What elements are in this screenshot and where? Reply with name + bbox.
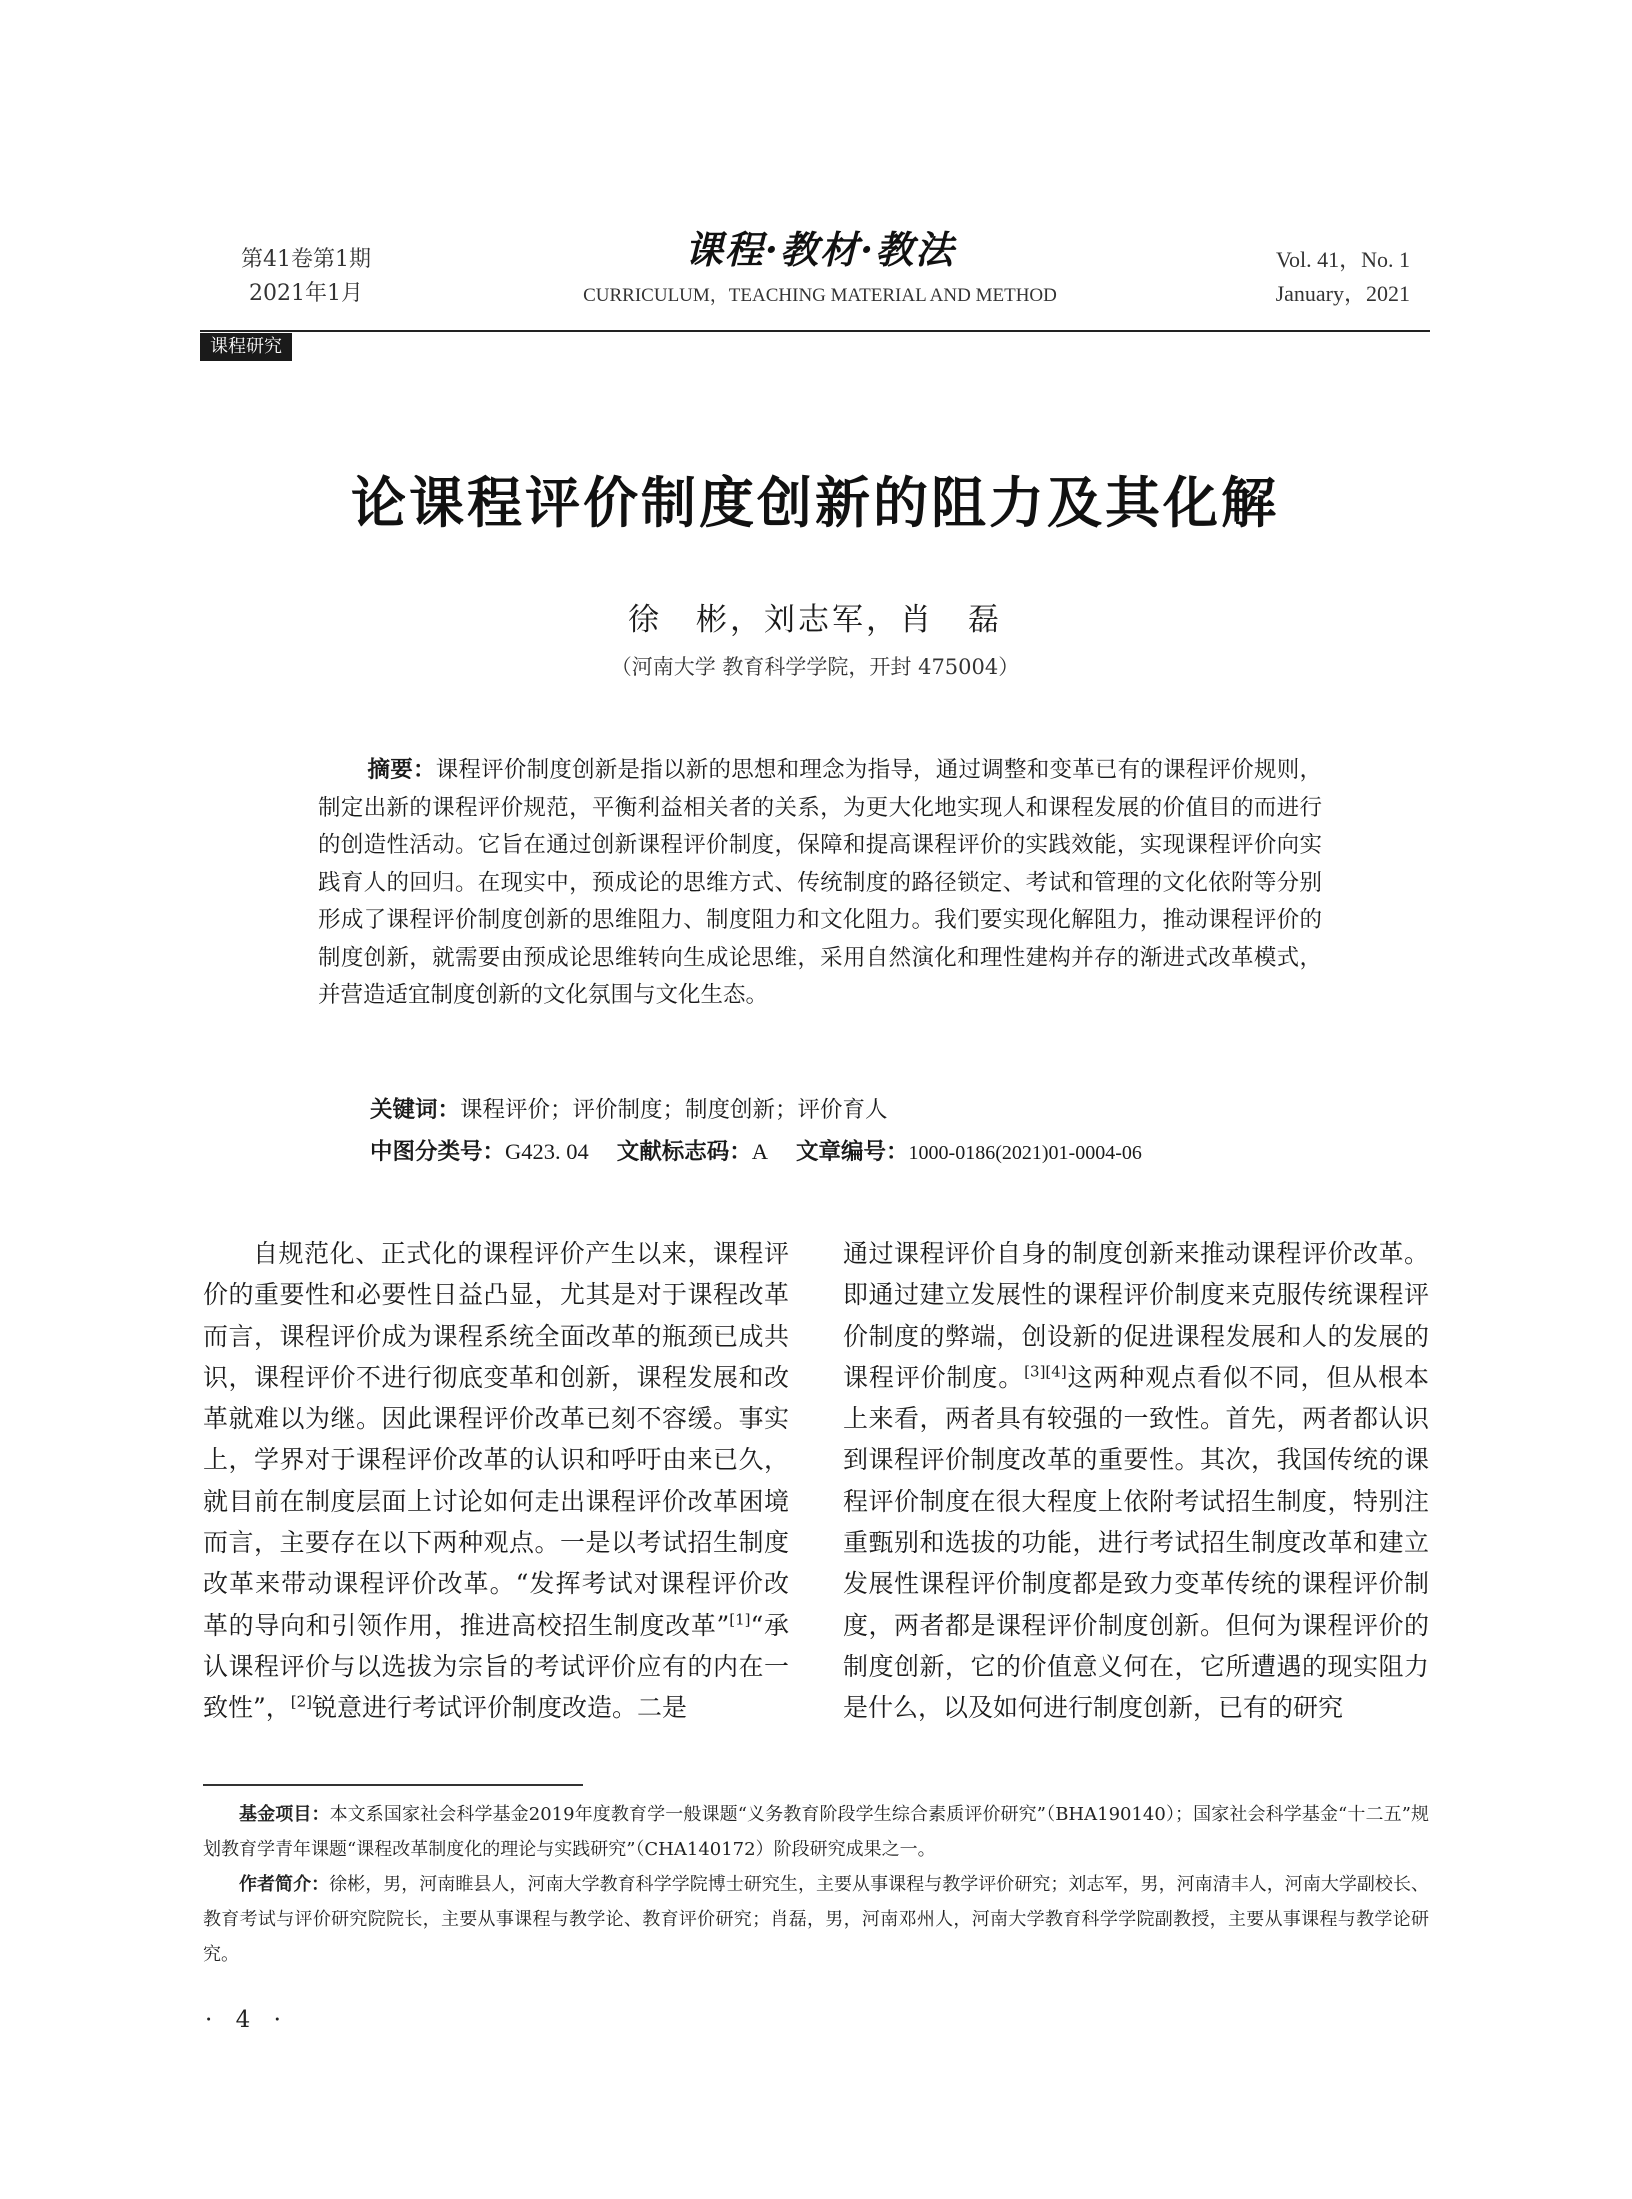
article-number-label: 文章编号： xyxy=(796,1139,909,1165)
journal-issue-en xyxy=(1230,243,1410,311)
funding-label: 基金项目： xyxy=(239,1804,330,1825)
citation-ref: [3][4] xyxy=(1024,1362,1067,1381)
journal-issue xyxy=(222,243,390,311)
article-number-value: 1000-0186(2021)01-0004-06 xyxy=(908,1142,1142,1164)
body-text: 通过课程评价自身的制度创新来推动课程评价改革。即通过建立发展性的课程评价制度来克服传统课程评价制度的弊端，创设新的促进课程发展和人的发展的课程评价制度。 xyxy=(843,1239,1429,1392)
article-authors: 徐 彬，刘志军，肖 磊 xyxy=(628,602,1002,638)
abstract-text: 课程评价制度创新是指以新的思想和理念为指导，通过调整和变革已有的课程评价规则，制定出新的课程评价规范，平衡利益相关者的关系，为更大化地实现人和课程发展的价值目的而进行的创造性活动。它旨在通过创新课程评价制度，保障和提高课程评价的实践效能，实现课程评价向实践育人的回归。在现实中，预成论的思维方式、传统制度的路径锁定、考试和管理的文化依附等分别形成了课程评价制度创新的思维阻力、制度阻力和文化阻力。我们要实现化解阻力，推动课程评价的制度创新，就需要由预成论思维转向生成论思维，采用自然演化和理性建构并存的渐进式改革模式，并营造适宜制度创新的文化氛围与文化生态。 xyxy=(318,757,1322,1008)
issue-date-en: January，2021 xyxy=(1275,281,1410,306)
body-text: 这两种观点看似不同，但从根本上来看，两者具有较强的一致性。首先，两者都认识到课程评价制度改革的重要性。其次，我国传统的课程评价制度在很大程度上依附考试招生制度，特别注重甄别和选拔的功能，进行考试招生制度改革和建立发展性课程评价制度都是致力变革传统的课程评价制度，两者都是课程评价制度创新。但何为课程评价的制度创新，它的价值意义何在，它所遭遇的现实阻力是什么，以及如何进行制度创新，已有的研究 xyxy=(843,1362,1429,1723)
volume-issue-en: Vol. 41，No. 1 xyxy=(1275,247,1410,272)
journal-name-en: CURRICULUM，TEACHING MATERIAL AND METHOD xyxy=(583,285,1057,306)
clc-label: 中图分类号： xyxy=(370,1139,506,1165)
body-text: 自规范化、正式化的课程评价产生以来，课程评价的重要性和必要性日益凸显，尤其是对于课程改革而言，课程评价成为课程系统全面改革的瓶颈已成共识，课程评价不进行彻底变革和创新，课程发展和改革就难以为继。因此课程评价改革已刻不容缓。事实上，学界对于课程评价改革的认识和呼吁由来已久，就目前在制度层面上讨论如何走出课程评价改革困境而言，主要存在以下两种观点。一是以考试招生制度改革来带动课程评价改革。“发挥考试对课程评价改革的导向和引领作用，推进高校招生制度改革” xyxy=(203,1239,789,1640)
footnotes xyxy=(203,1797,1429,1972)
abstract-paragraph xyxy=(318,752,1322,1015)
author-bio-label: 作者简介： xyxy=(239,1874,330,1895)
keywords-label: 关键词： xyxy=(370,1097,461,1123)
footnote-rule xyxy=(203,1784,583,1786)
funding-text: 本文系国家社会科学基金2019年度教育学一般课题“义务教育阶段学生综合素质评价研究”（BHA190140）；国家社会科学基金“十二五”规划教育学青年课题“课程改革制度化的理论与实践研究”（CHA140172）阶段研究成果之一。 xyxy=(203,1804,1430,1860)
column-tag: 课程研究 xyxy=(200,333,292,361)
page-number: · 4 · xyxy=(205,2007,289,2033)
author-bio-note xyxy=(203,1867,1429,1972)
funding-note xyxy=(203,1797,1429,1867)
doc-code-value: A xyxy=(751,1139,769,1164)
author-bio-text: 徐彬，男，河南睢县人，河南大学教育科学学院博士研究生，主要从事课程与教学评价研究；刘志军，男，河南清丰人，河南大学副校长、教育考试与评价研究院院长，主要从事课程与教学论、教育评价研究；肖磊，男，河南邓州人，河南大学教育科学学院副教授，主要从事课程与教学论研究。 xyxy=(203,1874,1429,1965)
header-rule xyxy=(200,330,1430,332)
abstract xyxy=(318,752,1322,1015)
clc-value: G423. 04 xyxy=(505,1139,589,1164)
article-title: 论课程评价制度创新的阻力及其化解 xyxy=(350,471,1279,535)
journal-masthead xyxy=(520,225,1120,309)
doc-code-label: 文献标志码： xyxy=(616,1139,752,1165)
body-text: “承认课程评价与以选拔为宗旨的考试评价应有的内在一致性”， xyxy=(203,1610,789,1723)
keywords-text: 课程评价；评价制度；制度创新；评价育人 xyxy=(460,1097,888,1123)
volume-issue: 第41卷第1期 xyxy=(241,247,371,272)
abstract-label: 摘要： xyxy=(367,757,436,783)
keywords xyxy=(370,1092,1370,1128)
body-paragraph xyxy=(203,1233,789,1729)
body-paragraph xyxy=(843,1233,1429,1729)
classification-line xyxy=(370,1134,1370,1171)
citation-ref: [2] xyxy=(290,1692,313,1711)
body-column-right xyxy=(843,1233,1429,1729)
author-affiliation: （河南大学 教育科学学院，开封 475004） xyxy=(610,655,1020,679)
body-text: 锐意进行考试评价制度改造。二是 xyxy=(312,1693,688,1723)
citation-ref: [1] xyxy=(729,1610,751,1629)
body-column-left xyxy=(203,1233,789,1729)
journal-logo: 课程·教材·教法 xyxy=(684,227,956,272)
issue-date: 2021年1月 xyxy=(249,281,363,306)
